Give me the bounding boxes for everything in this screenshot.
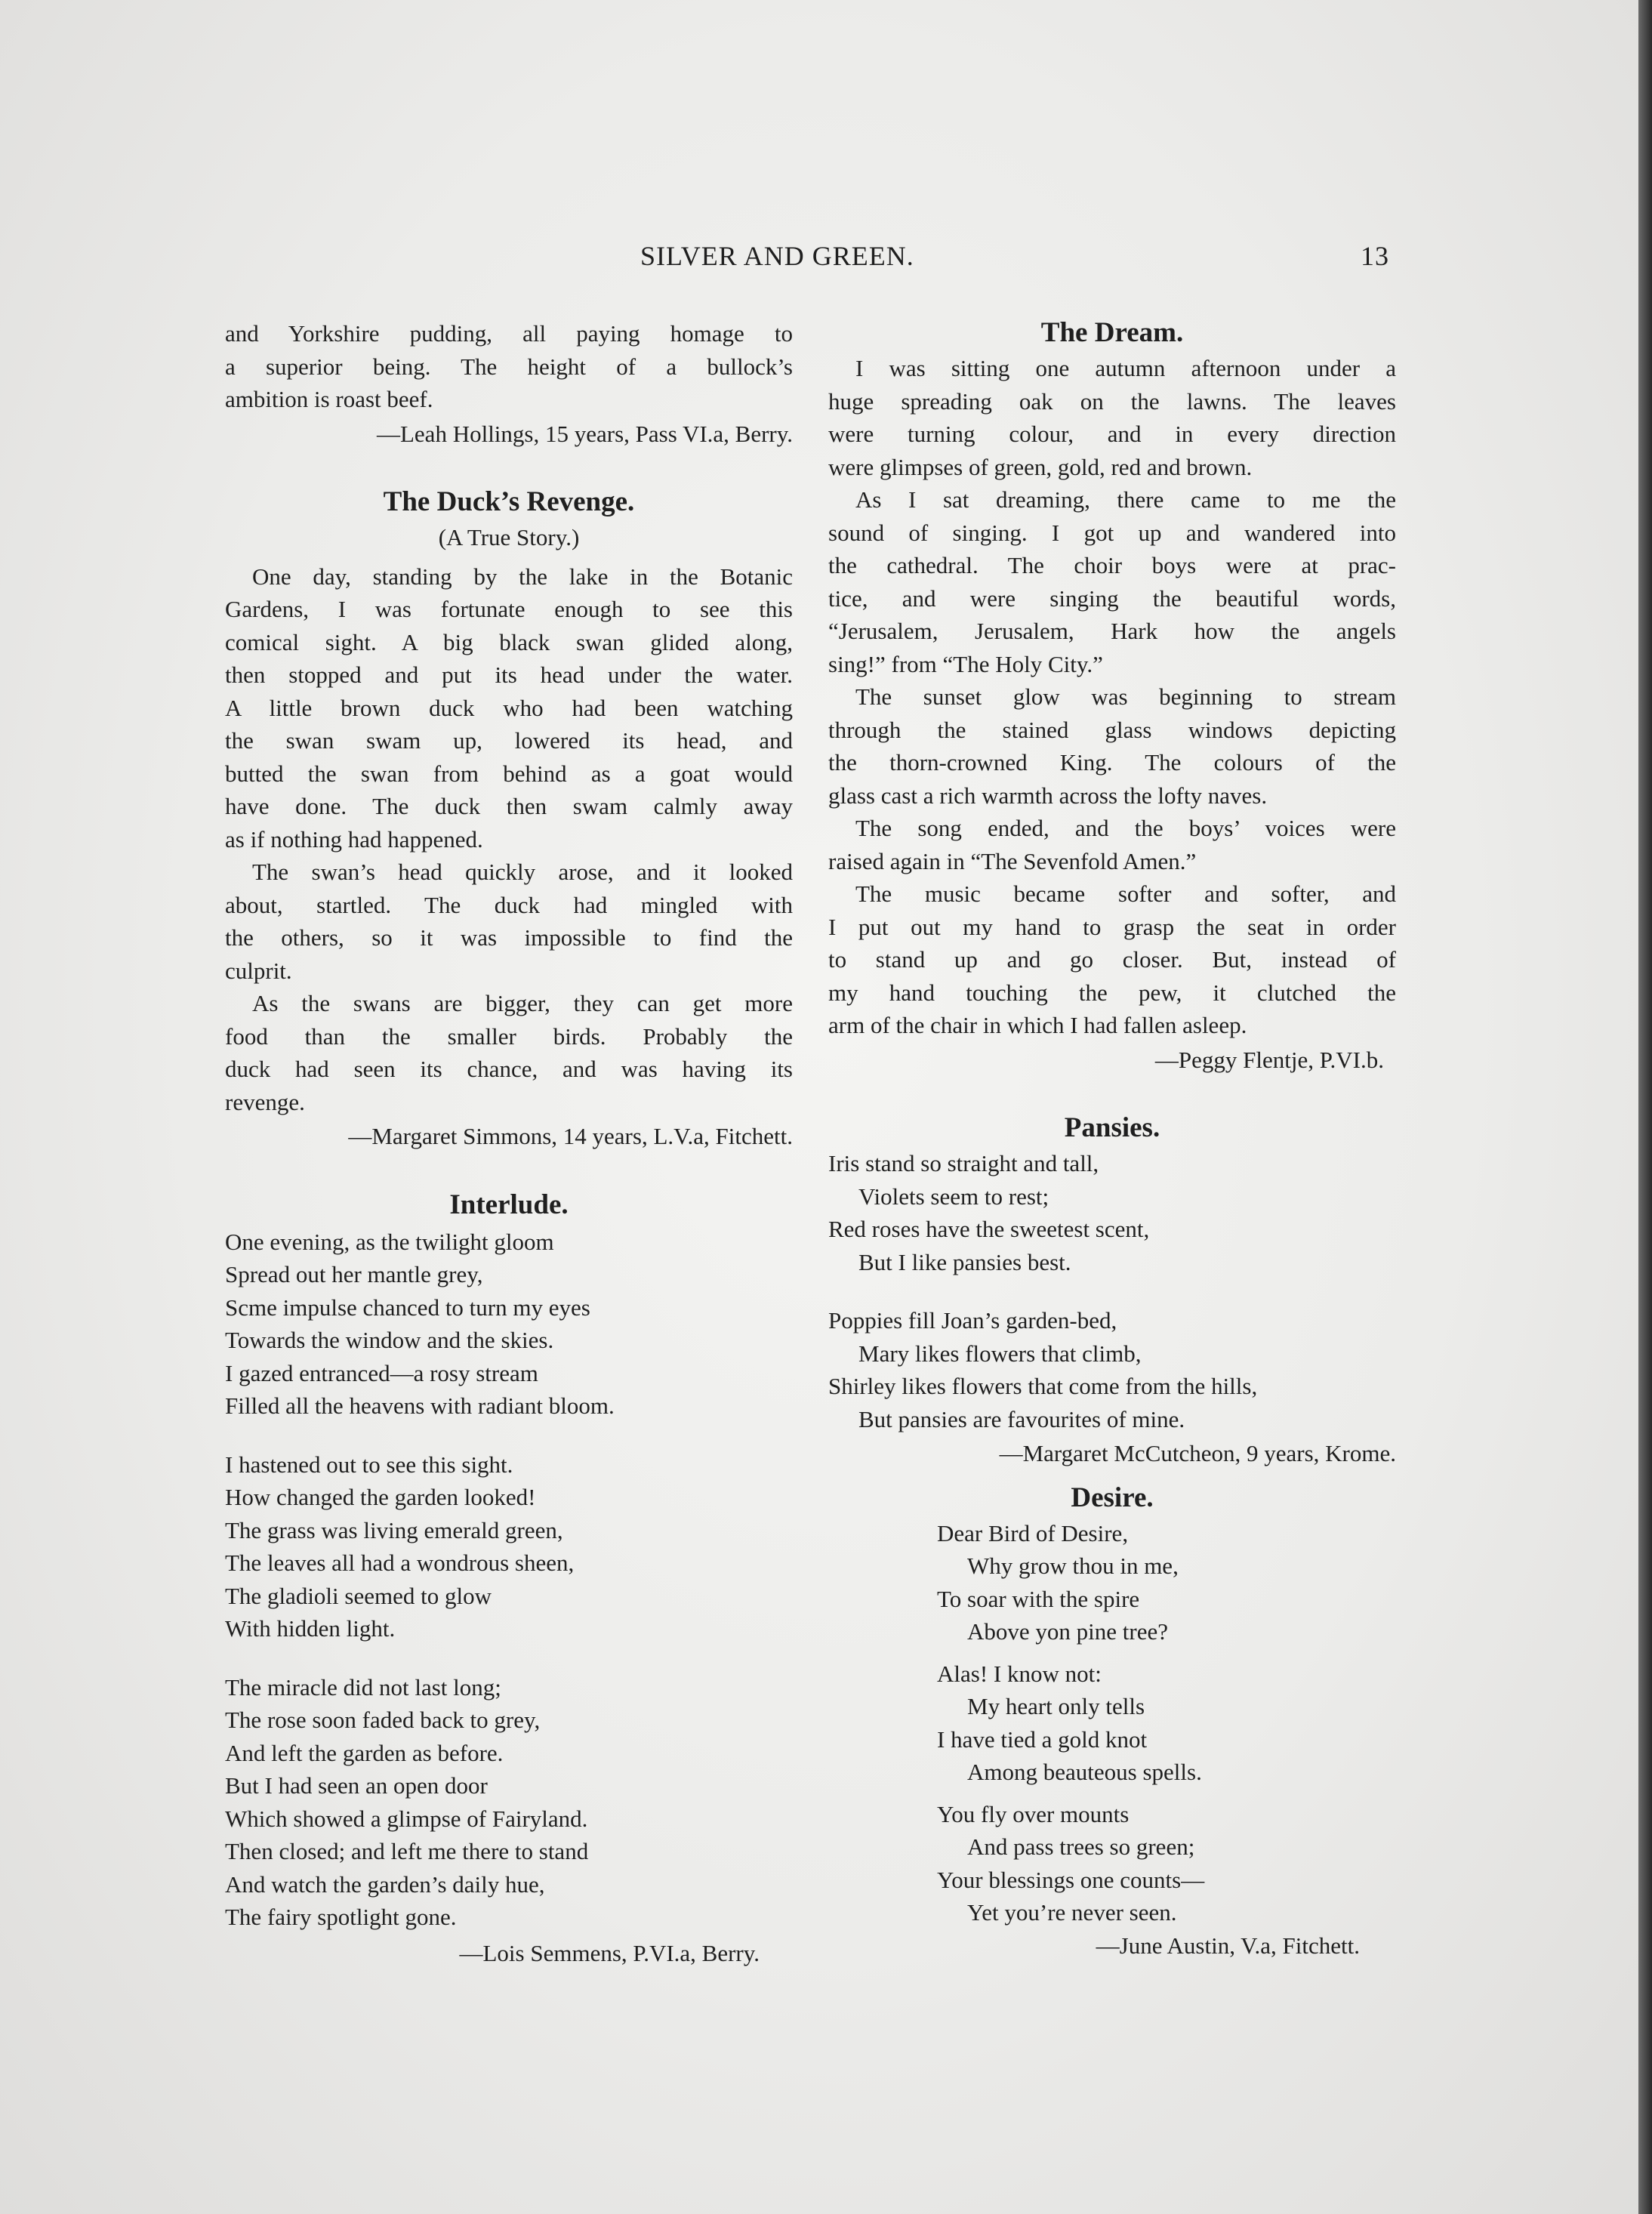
text-line: One day, standing by the lake in the Botanic — [252, 563, 793, 590]
verse-line: But I like pansies best. — [858, 1248, 1071, 1275]
section-heading: Pansies. — [1064, 1112, 1160, 1143]
paragraph — [225, 987, 793, 1118]
verse-line: Iris stand so straight and tall, — [828, 1150, 1099, 1176]
page-number: 13 — [1361, 241, 1389, 271]
verse-line: Towards the window and the skies. — [225, 1327, 554, 1353]
text-line: A little brown duck who had been watching — [225, 694, 793, 721]
text-line: sound of singing. I got up and wandered into — [828, 519, 1396, 546]
text-line: were turning colour, and in every direction — [828, 421, 1396, 447]
verse-line: How changed the garden looked! — [225, 1484, 536, 1510]
verse-line: Among beauteous spells. — [967, 1759, 1202, 1785]
author-signature: —Margaret Simmons, 14 years, L.V.a, Fitchett. — [348, 1123, 793, 1149]
text-line: duck had seen its chance, and was having its — [225, 1056, 793, 1082]
text-line: a superior being. The height of a bullock’s — [225, 353, 793, 380]
right-column — [828, 317, 1396, 1962]
section-subtitle: (A True Story.) — [438, 524, 580, 550]
text-line: the others, so it was impossible to find the — [225, 924, 793, 951]
verse-line: Why grow thou in me, — [967, 1553, 1179, 1579]
section-heading: The Duck’s Revenge. — [383, 486, 635, 517]
section-heading: Desire. — [1071, 1482, 1154, 1513]
verse-line: The grass was living emerald green, — [225, 1516, 563, 1543]
text-line: huge spreading oak on the lawns. The leaves — [828, 387, 1396, 415]
verse-line: Spread out her mantle grey, — [225, 1261, 483, 1287]
paragraph — [828, 812, 1396, 877]
poem-stanza — [225, 1671, 793, 1934]
verse-line: You fly over mounts — [937, 1800, 1130, 1827]
author-signature: —Margaret McCutcheon, 9 years, Krome. — [999, 1440, 1396, 1466]
text-line: glass cast a rich warmth across the lofty naves. — [828, 782, 1268, 809]
poem-stanza — [828, 1657, 1396, 1789]
paragraph — [828, 483, 1396, 680]
verse-line: To soar with the spire — [937, 1585, 1140, 1612]
section-heading: Interlude. — [449, 1189, 569, 1220]
verse-line: Dear Bird of Desire, — [937, 1519, 1129, 1546]
author-signature: —June Austin, V.a, Fitchett. — [1096, 1932, 1360, 1959]
text-line: revenge. — [225, 1088, 305, 1115]
section-heading: The Dream. — [1040, 317, 1184, 348]
text-line: as if nothing had happened. — [225, 825, 483, 853]
verse-line: And pass trees so green; — [967, 1833, 1195, 1860]
verse-line: Mary likes flowers that climb, — [858, 1340, 1142, 1367]
verse-line: Which showed a glimpse of Fairyland. — [225, 1805, 588, 1832]
verse-line: Yet you’re never seen. — [967, 1899, 1177, 1926]
verse-line: With hidden light. — [225, 1615, 396, 1642]
text-line: food than the smaller birds. Probably the — [225, 1022, 793, 1050]
text-line: butted the swan from behind as a goat would — [225, 760, 793, 787]
text-line: the thorn-crowned King. The colours of the — [828, 749, 1396, 776]
text-line: the swan swam up, lowered its head, and — [225, 727, 793, 754]
poem-stanza — [828, 1147, 1396, 1278]
text-line: then stopped and put its head under the water. — [225, 661, 793, 688]
verse-line: Above yon pine tree? — [967, 1618, 1168, 1645]
text-line: to stand up and go closer. But, instead of — [828, 946, 1396, 973]
paragraph — [225, 560, 793, 856]
poem-stanza — [225, 1448, 793, 1645]
verse-line: Shirley likes flowers that come from the hills, — [828, 1373, 1258, 1399]
verse-line: Scme impulse chanced to turn my eyes — [225, 1294, 590, 1321]
verse-line: Red roses have the sweetest scent, — [828, 1216, 1150, 1242]
text-line: my hand touching the pew, it clutched the — [828, 979, 1396, 1006]
author-signature: —Leah Hollings, 15 years, Pass VI.a, Berry. — [376, 420, 793, 447]
text-line: “Jerusalem, Jerusalem, Hark how the angels — [828, 618, 1396, 644]
poem-stanza — [828, 1517, 1396, 1648]
text-line: and Yorkshire pudding, all paying homage to — [225, 320, 793, 347]
text-line: The swan’s head quickly arose, and it looked — [252, 859, 793, 885]
paragraph — [225, 856, 793, 987]
text-line: As I sat dreaming, there came to me the — [855, 486, 1396, 513]
verse-line: And watch the garden’s daily hue, — [225, 1870, 545, 1898]
verse-line: The leaves all had a wondrous sheen, — [225, 1549, 575, 1576]
text-line: tice, and were singing the beautiful words, — [828, 584, 1396, 612]
text-line: I put out my hand to grasp the seat in order — [828, 913, 1396, 940]
verse-line: Filled all the heavens with radiant bloom. — [225, 1392, 615, 1419]
text-line: about, startled. The duck had mingled with — [225, 891, 793, 918]
text-line: comical sight. A big black swan glided along, — [225, 628, 793, 655]
text-line: raised again in “The Sevenfold Amen.” — [828, 847, 1197, 874]
poem-stanza — [225, 1226, 793, 1423]
text-line: I was sitting one autumn afternoon under a — [855, 355, 1396, 381]
paragraph — [828, 352, 1396, 483]
magazine-title: SILVER AND GREEN. — [640, 241, 914, 271]
verse-line: The fairy spotlight gone. — [225, 1904, 457, 1930]
verse-line: I have tied a gold knot — [937, 1725, 1148, 1753]
text-line: the cathedral. The choir boys were at prac- — [828, 552, 1396, 578]
verse-line: Alas! I know not: — [937, 1660, 1102, 1687]
poem-stanza — [828, 1798, 1396, 1929]
left-column — [225, 317, 793, 1969]
verse-line: The rose soon faded back to grey, — [225, 1707, 541, 1733]
page-edge-shadow — [1638, 0, 1652, 2214]
verse-line: One evening, as the twilight gloom — [225, 1228, 554, 1255]
verse-line: I hastened out to see this sight. — [225, 1451, 513, 1478]
paragraph — [828, 680, 1396, 812]
verse-line: The gladioli seemed to glow — [225, 1582, 492, 1609]
verse-line: But I had seen an open door — [225, 1772, 488, 1799]
author-signature: —Peggy Flentje, P.VI.b. — [1154, 1046, 1384, 1073]
verse-line: Poppies fill Joan’s garden-bed, — [828, 1307, 1117, 1334]
text-line: The music became softer and softer, and — [855, 880, 1396, 907]
text-line: culprit. — [225, 957, 292, 984]
verse-line: But pansies are favourites of mine. — [858, 1405, 1185, 1432]
text-line: Gardens, I was fortunate enough to see this — [225, 596, 793, 622]
verse-line: The miracle did not last long; — [225, 1673, 501, 1701]
text-line: arm of the chair in which I had fallen asleep. — [828, 1012, 1247, 1038]
text-line: have done. The duck then swam calmly away — [225, 793, 793, 819]
text-line: sing!” from “The Holy City.” — [828, 650, 1103, 677]
verse-line: My heart only tells — [967, 1693, 1145, 1719]
verse-line: Then closed; and left me there to stand — [225, 1838, 589, 1864]
verse-line: Your blessings one counts— — [937, 1866, 1205, 1893]
verse-line: Violets seem to rest; — [858, 1183, 1049, 1210]
author-signature: —Lois Semmens, P.VI.a, Berry. — [459, 1939, 760, 1966]
paragraph — [828, 877, 1396, 1042]
verse-line: I gazed entranced—a rosy stream — [225, 1359, 538, 1386]
text-line: The song ended, and the boys’ voices were — [855, 815, 1396, 841]
text-line: As the swans are bigger, they can get more — [252, 990, 793, 1016]
text-line: through the stained glass windows depicting — [828, 716, 1396, 743]
verse-line: And left the garden as before. — [225, 1739, 504, 1766]
text-line: The sunset glow was beginning to stream — [855, 683, 1396, 710]
intro-paragraph — [225, 317, 793, 416]
poem-stanza — [828, 1304, 1396, 1435]
text-line: ambition is roast beef. — [225, 386, 433, 412]
text-line: were glimpses of green, gold, red and brown. — [828, 453, 1253, 480]
